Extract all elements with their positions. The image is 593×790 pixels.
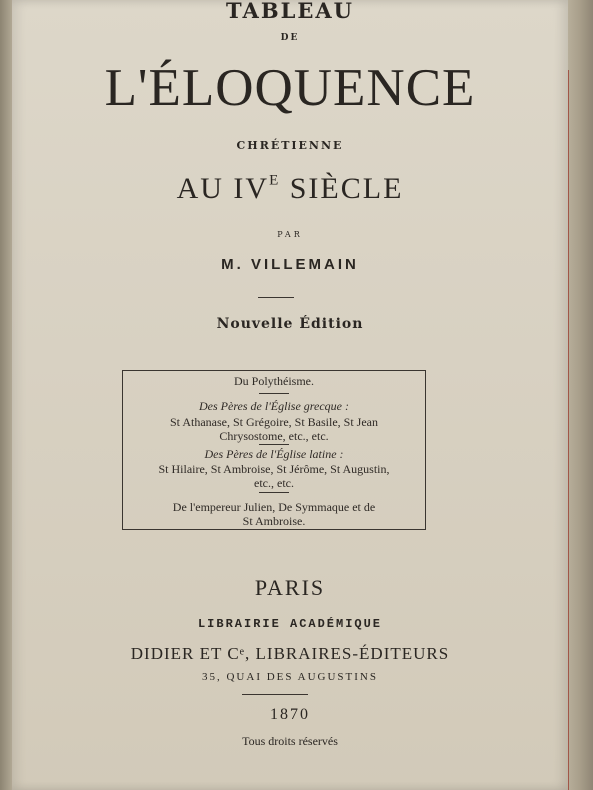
siecle-suffix: SIÈCLE [280, 172, 404, 205]
contents-separator [259, 492, 289, 493]
contents-line: De l'empereur Julien, De Symmaque et de [172, 500, 376, 514]
title-siecle [12, 172, 568, 206]
contents-separator [259, 393, 289, 394]
contents-line: St Ambroise. [242, 514, 306, 528]
imprint-address: 35, QUAI DES AUGUSTINS [201, 671, 378, 683]
contents-line: Des Pères de l'Église grecque : [199, 399, 349, 413]
imprint-city: PARIS [254, 575, 326, 600]
siecle-prefix: AU IV [176, 172, 270, 205]
title-chretienne: CHRÉTIENNE [236, 139, 344, 152]
contents-separator [259, 444, 289, 445]
title-page [12, 0, 568, 790]
contents-line: etc., etc. [254, 476, 294, 490]
main-title: L'ÉLOQUENCE [104, 59, 476, 117]
divider-rule [258, 297, 294, 298]
imprint-publisher: LIBRAIRIE ACADÉMIQUE [197, 617, 383, 631]
title-par: PAR [277, 230, 303, 239]
siecle-superscript: E [269, 172, 281, 189]
edition-label: Nouvelle Édition [216, 316, 364, 332]
contents-line: Des Pères de l'Église latine : [204, 447, 344, 461]
author-name: M. VILLEMAIN [221, 256, 359, 273]
imprint-rule [242, 694, 308, 695]
contents-line: Du Polythéisme. [234, 374, 314, 388]
contents-box [122, 370, 426, 530]
contents-line: Chrysostome, etc., etc. [219, 429, 329, 443]
title-de: DE [280, 33, 300, 43]
imprint-rights: Tous droits réservés [242, 734, 338, 748]
imprint-year: 1870 [270, 706, 310, 723]
title-tableau: TABLEAU [226, 0, 354, 23]
contents-line: St Athanase, St Grégoire, St Basile, St Jean [170, 415, 378, 429]
imprint-publisher-full: DIDIER ET Cᵉ, LIBRAIRES-ÉDITEURS [130, 644, 450, 663]
contents-line: St Hilaire, St Ambroise, St Jérôme, St Augustin, [158, 462, 390, 476]
